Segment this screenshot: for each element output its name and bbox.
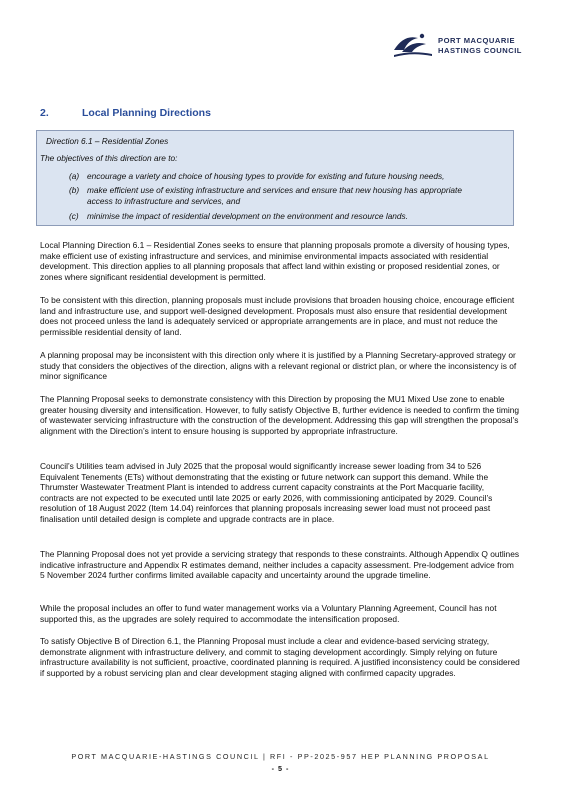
objective-text: encourage a variety and choice of housing types to provide for existing and future housing needs, [87,171,445,181]
page-number: - 5 - [271,764,290,773]
footer-text: PORT MACQUARIE-HASTINGS COUNCIL | RFI - PP-2025-957 HEP PLANNING PROPOSAL [71,752,490,761]
body-paragraph: Local Planning Direction 6.1 – Residential Zones seeks to ensure that planning proposals promote a diversity of housing types, make efficient use of existing infrastructure and services, and minimise environmental impacts associated with residential development. This direction applies to all planning proposals that affect land within existing or proposed residential zones, or zones where significant residential development is permitted. [40,240,510,282]
direction-title: Direction 6.1 – Residential Zones [46,136,169,146]
council-emblem-icon [392,30,436,60]
logo-line-2: HASTINGS COUNCIL [438,45,522,55]
direction-intro: The objectives of this direction are to: [40,153,178,163]
body-paragraph: A planning proposal may be inconsistent with this direction only where it is justified by a Planning Secretary-approved strategy or study that considers the objectives of the direction, aligns with a relevant regional or district plan, or where the inconsistency is of minor significance [40,350,517,382]
section-number: 2. [40,107,49,119]
section-title: Local Planning Directions [82,107,211,119]
body-paragraph: While the proposal includes an offer to fund water management works via a Voluntary Planning Agreement, Council has not supported this, as the upgrades are solely required to accommodate the intensification proposed. [40,603,497,624]
body-paragraph: Council’s Utilities team advised in July 2025 that the proposal would significantly increase sewer loading from 34 to 526 Equivalent Tenements (ETs) without demonstrating that the existing or future network can support this demand. While the Thrumster Wastewater Treatment Plant is intended to address current capacity constraints at the Port Macquarie facility, contracts are not expected to be executed until late 2025 or early 2026, with commissioning anticipated by 2029. Council’s resolution of 18 August 2022 (Item 14.04) reinforces that planning proposals increasing sewer load must not proceed past finalisation until detailed design is complete and upgrade contracts are in place. [40,461,493,524]
body-paragraph: The Planning Proposal seeks to demonstrate consistency with this Direction by proposing the MU1 Mixed Use zone to enable greater housing diversity and intensification. However, to fully satisfy Objective B, further evidence is needed to confirm the timing of wastewater servicing infrastructure with the construction of the development. Addressing this gap will strengthen the proposal’s alignment with the Direction’s intent to ensure housing is supported by appropriate infrastructure. [40,394,520,436]
objective-key: (c) [69,211,79,221]
body-paragraph: To satisfy Objective B of Direction 6.1, the Planning Proposal must include a clear and evidence-based servicing strategy, demonstrate alignment with infrastructure delivery, and commit to staging development accordingly. Simply relying on future infrastructure availability is not sufficient, proactive, coordinated planning is required. A justified inconsistency could be considered if supported by a robust servicing plan and clear development staging aligned with confirmed capacity upgrades. [40,636,520,678]
objective-text: make efficient use of existing infrastructure and services and ensure that new housing has appropriate access to infrastructure and services, and [87,185,462,206]
body-paragraph: To be consistent with this direction, planning proposals must include provisions that broaden housing choice, encourage efficient land and infrastructure use, and support well-designed development. Proposals must also ensure that residential development does not proceed unless the land is adequately serviced or appropriate arrangements are in place, and must not reduce the permissible residential density of land. [40,295,515,337]
body-paragraph: The Planning Proposal does not yet provide a servicing strategy that responds to these constraints. Although Appendix Q outlines indicative infrastructure and Appendix R estimates demand, neither includes a capacity assessment. Pre-lodgement advice from 5 November 2024 further confirms limited available capacity and uncertainty around the upgrade timeline. [40,549,520,581]
council-logo [392,30,532,68]
objective-key: (b) [69,185,80,195]
objective-key: (a) [69,171,80,181]
logo-line-1: PORT MACQUARIE [438,36,516,45]
section-heading [40,107,211,119]
objective-text: minimise the impact of residential development on the environment and resource lands. [87,211,408,221]
direction-box [36,130,514,226]
